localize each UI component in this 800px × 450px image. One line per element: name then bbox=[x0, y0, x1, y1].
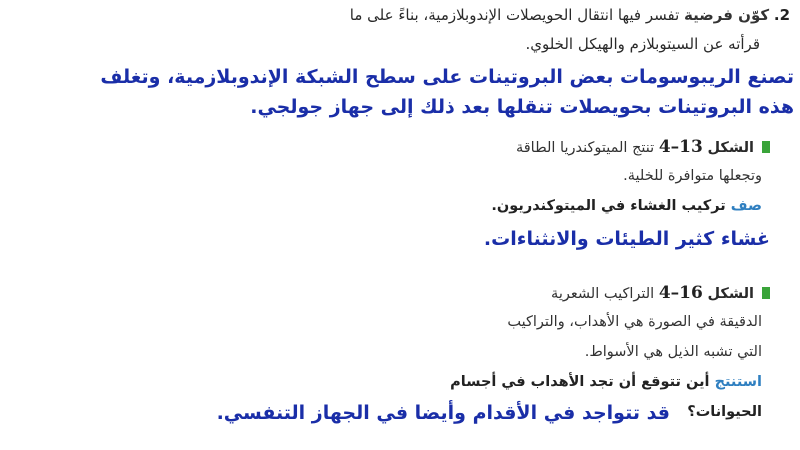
question-keyword: كوّن فرضية bbox=[684, 6, 770, 24]
green-square-marker-icon bbox=[762, 141, 770, 153]
question-text: تفسر فيها انتقال الحويصلات الإندوبلازمية، بناءً على ما bbox=[349, 6, 685, 24]
figure-number: 16–4 bbox=[658, 283, 703, 303]
question-2-line-2: قرأته عن السيتوبلازم والهيكل الخلوي. bbox=[525, 35, 760, 53]
figure-16-caption-line-1 bbox=[551, 283, 770, 303]
figure-16-caption-line-3: التي تشبه الذيل هي الأسواط. bbox=[584, 344, 762, 360]
figure-number: 13–4 bbox=[658, 137, 703, 157]
answer-2: غشاء كثير الطيئات والانثناءات. bbox=[483, 228, 770, 250]
figure-label: الشكل bbox=[707, 140, 754, 156]
figure-13-caption-line-1 bbox=[516, 137, 770, 157]
answer-3: قد تتواجد في الأقدام وأيضا في الجهاز التنفسي. bbox=[216, 402, 670, 424]
green-square-marker-icon bbox=[762, 287, 770, 299]
figure-caption-text: التراكيب الشعرية bbox=[551, 286, 659, 302]
infer-verb: استنتج bbox=[714, 374, 762, 390]
describe-text: تركيب الغشاء في الميتوكندريون. bbox=[491, 198, 731, 214]
infer-question-line-1 bbox=[450, 374, 762, 390]
describe-question bbox=[491, 198, 762, 214]
question-number: 2. bbox=[773, 6, 790, 24]
figure-label: الشكل bbox=[707, 286, 754, 302]
infer-text-end: الحيوانات؟ bbox=[687, 404, 762, 420]
describe-verb: صف bbox=[730, 198, 762, 214]
figure-13-caption-line-2: وتجعلها متوافرة للخلية. bbox=[623, 168, 762, 184]
figure-16-caption-line-2: الدقيقة في الصورة هي الأهداب، والتراكيب bbox=[507, 314, 762, 330]
infer-text: أين تتوقع أن تجد الأهداب في أجسام bbox=[450, 374, 715, 390]
infer-question-line-2 bbox=[687, 404, 762, 420]
answer-1-line-2: هذه البروتينات بحويصلات تنقلها بعد ذلك إلى جهاز جولجي. bbox=[250, 96, 794, 118]
figure-caption-text: تنتج الميتوكندريا الطاقة bbox=[515, 140, 659, 156]
question-2-line-1 bbox=[350, 6, 790, 24]
answer-1-line-1: تصنع الريبوسومات بعض البروتينات على سطح الشبكة الإندوبلازمية، وتغلف bbox=[100, 66, 794, 88]
